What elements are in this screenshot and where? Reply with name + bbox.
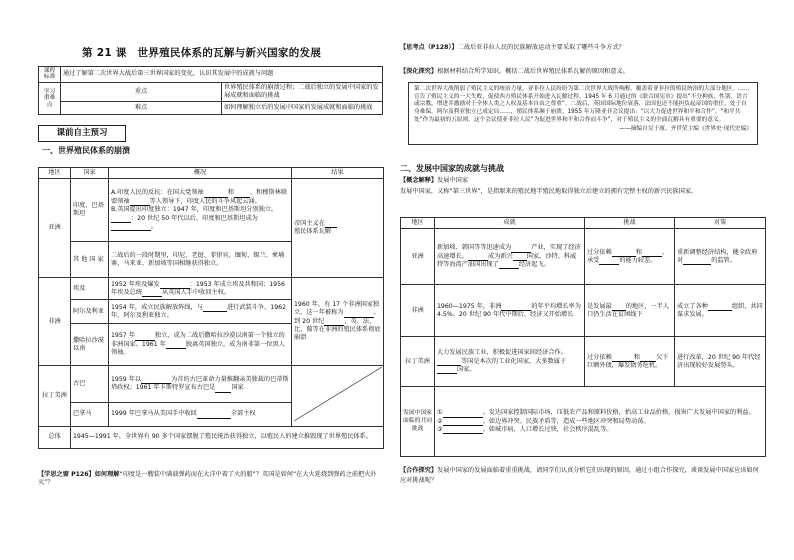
t2-africa-challenge	[585, 285, 675, 337]
india-a5: 等人领导下，印度人民的斗争风起云涌。	[149, 197, 261, 205]
asia-chal-a: 过分依赖	[587, 248, 612, 256]
t2-region-asia: 亚洲	[401, 229, 435, 285]
challenge-2-text: 。如边界冲突、民族矛盾等，造成一些地区冲突和局势动荡。	[482, 417, 650, 425]
q1-text: “印度是一艘装中满载弹药而在大洋中着了火的船”？英国是如何“在大火延烧到弹药之前把火扑灭”？	[38, 471, 377, 487]
developing-countries-table	[400, 217, 766, 457]
cuba-b: 为首的古巴革命力量推翻亲美独裁的巴蒂斯塔政权；1961 年卡斯特罗宣布古巴是	[111, 375, 289, 392]
latam-chal-a: 过分依赖	[587, 353, 612, 361]
standard-text: 通过了解第二次世界大战后第三世界国家的变化，认识其发展中的成就与问题	[61, 67, 383, 83]
africa-ach-c: 20 世纪 90 年代中期后，经济又开始增长	[458, 310, 574, 318]
africa-ach-a: 1960—1975 年，非洲	[437, 302, 502, 310]
country-panama: 巴拿马	[71, 403, 109, 427]
sahara-c: 脱离英国独立，成为南非第一位黑人领袖。	[111, 340, 285, 357]
t2-common-challenges-label: 发展中国家面临的共同挑战	[401, 387, 435, 457]
difficulty-label: 难点	[61, 102, 222, 115]
country-other: 其 他 国 家	[71, 242, 109, 278]
asia-ach-b: 产业，实现了经济高速增长。	[437, 244, 581, 260]
t2-asia-challenge	[585, 229, 675, 285]
overview-algeria	[109, 300, 292, 324]
t2-asia-achievement	[435, 229, 585, 285]
lesson-title: 第 21 课 世界殖民体系的瓦解与新兴国家的发展	[82, 47, 322, 59]
asia-ach-e: 成为新兴	[487, 252, 513, 260]
t2-region-latam: 拉丁美洲	[401, 337, 435, 387]
overview-panama	[109, 403, 292, 427]
diagonal-slash-icon	[294, 367, 382, 421]
country-cuba: 古巴	[71, 366, 109, 403]
africa-sol-a: 成立了各种	[677, 302, 708, 310]
t2-africa-measure	[675, 285, 766, 337]
thinking-question-1	[38, 471, 383, 488]
challenge-3-num: ③	[437, 426, 443, 434]
algeria-a: 1954 年，成立民族解放阵线，与	[111, 303, 203, 311]
section2-heading: 二、发展中国家的成就与挑战	[400, 164, 504, 173]
result-asia	[292, 179, 384, 278]
t2-common-challenges	[435, 387, 766, 457]
deep-label: 【深化探究】	[400, 68, 438, 75]
material-quote-box	[408, 82, 758, 145]
sahara-b: 独立，成为二战后撒哈拉沙漠以南第一个独立的非洲国家。1961 年	[111, 332, 285, 348]
col-result: 结果	[292, 168, 384, 179]
africa-chal-a: 是发展最	[587, 302, 612, 310]
region-africa: 非洲	[39, 278, 71, 366]
result-asia-a: 帝国主义在	[294, 220, 325, 227]
india-b: B.英国提出印度独立：1947 年，印度和巴基斯坦分别独立。	[111, 206, 278, 214]
africa-result-c: ，英、法、比、葡等在非洲的殖民体系彻底崩溃	[294, 317, 381, 342]
t2-region-africa: 非洲	[401, 285, 435, 337]
panama-a: 1999 年巴拿马从美国手中收回	[111, 410, 197, 418]
t2-col-measure: 对策	[675, 218, 766, 229]
quote-source: ——摘编自吴于廑、齐世荣主编《世界史·现代史编》	[619, 126, 752, 133]
t2-latam-achievement	[435, 337, 585, 387]
deep-inquiry	[400, 68, 765, 76]
colonial-collapse-table	[38, 167, 384, 449]
section1-heading: 一、世界殖民体系的崩溃	[42, 146, 130, 155]
challenge-2-num: ②	[437, 417, 443, 425]
africa-sol-b: 组织，共同谋求发展。	[677, 302, 763, 318]
region-asia: 亚洲	[39, 179, 71, 278]
pre-study-box: 课前自主预习	[38, 125, 126, 142]
asia-ach-c: 国家，沙特、科威特等海湾产油国出现了	[437, 252, 577, 269]
asia-ach-d: 经济起飞。	[518, 261, 550, 269]
thinking-point	[400, 44, 765, 52]
result-asia-b: 殖民体系瓦解	[294, 228, 332, 236]
challenge-3-text: 。如城市病，人口增长过快，社会秩序混乱等。	[482, 426, 613, 434]
coop-label: 【合作探究】	[400, 467, 438, 474]
country-egypt: 埃及	[71, 278, 109, 300]
cuba-a: 1959 年以	[111, 375, 142, 383]
overview-india	[109, 179, 292, 242]
key-text: 世界殖民体系的崩溃过程；二战后独立的发展中国家的发展成就和面临的挑战	[222, 82, 383, 102]
africa-result-a: 1960 年，有 17 个非洲国家独立，这一年被称为	[294, 300, 380, 317]
t2-africa-achievement	[435, 285, 585, 337]
challenge-1-text: 。发达国家控制国际市场，压低农产品和原料价格，抬高工业品价格，损害广大发展中国家的利益。	[482, 409, 755, 417]
concept-text: 发展中国家，又称“第三世界”，是指原来的殖民地半殖民地取得独立后建立的拥有完整主权的新兴民族国家。	[400, 188, 698, 195]
cuba-c: 国家	[231, 384, 244, 392]
sahara-a: 1957 年	[111, 332, 135, 340]
overview-sahara	[109, 324, 292, 366]
concept-label2: 发展中国家	[437, 177, 469, 184]
key-label: 重点	[61, 82, 222, 102]
asia-chal-d: 的能力较差。	[619, 256, 657, 264]
asia-sol-b: 的监管。	[711, 256, 736, 264]
india-b3: 。	[151, 222, 158, 230]
overview-cuba	[109, 366, 292, 403]
country-sahara: 撒哈拉沙漠以南	[71, 324, 109, 366]
india-b2: ：20 世纪 50 年代以后，印度和巴基斯坦成为	[131, 214, 258, 222]
result-africa	[292, 278, 384, 366]
col-overview: 概况	[109, 168, 292, 179]
coop-text: 发展中国家的发展面临着重重挑战，请同学们认真分析它们出现的原因，通过小组合作探究，谈谈发展中国家应该如何应对挑战呢？	[400, 467, 759, 484]
country-algeria: 阿尔及利亚	[71, 300, 109, 324]
col-region: 地区	[39, 168, 71, 179]
t2-latam-challenge	[585, 337, 675, 387]
t2-latam-measure: 进行改革，20 世纪 90 年代经济出现较好发展势头。	[675, 337, 766, 387]
latam-chal-b: 和	[633, 353, 640, 361]
panama-b: 全部主权	[230, 410, 256, 418]
q1-label: 【学思之窗 P126】如何理解	[38, 471, 120, 478]
egypt-c: 从英国人手中收回主权。	[161, 288, 230, 296]
egypt-b: ：1953 年成立埃及共和国；1956 年埃及总统	[111, 280, 285, 296]
overview-egypt	[109, 278, 292, 300]
africa-result-b: 。到 20 世纪	[294, 309, 380, 325]
t2-col-challenge: 挑战	[585, 218, 675, 229]
algeria-b: 进行武装斗争，1962 年，阿尔及利亚独立。	[111, 303, 287, 319]
india-a2: 和	[227, 189, 234, 197]
think-label: 【思考点（P128）】	[400, 44, 458, 51]
difficulty-text: 如何理解独立后的发展中国家的发展成就和面临的挑战	[222, 102, 383, 115]
concept-label: 【概念解释】	[400, 177, 438, 184]
concept-title	[400, 177, 468, 185]
africa-chal-b: 的地区，一半人口仍生活在贫困线下	[587, 302, 670, 318]
country-india: 印度、巴基斯坦	[71, 179, 109, 242]
objectives-table	[38, 66, 383, 115]
result-latam	[292, 366, 384, 426]
overview-other: 二战后的一段时期里，印尼、老挝、菲律宾、缅甸、锡兰、柬埔寨、马来亚、新加坡等国相继获得独立。	[109, 242, 292, 278]
t2-asia-measure	[675, 229, 766, 285]
t2-col-region: 地区	[401, 218, 435, 229]
india-a3: 、	[249, 189, 257, 197]
asia-sol-a: 重新调整经济结构，健全政府对	[677, 248, 758, 264]
asia-chal-c: 、承受	[587, 248, 669, 264]
cooperative-inquiry	[400, 466, 765, 485]
summary-text: 1945—1991 年，全世界有 90 多个国家摆脱了殖民统治获得独立，以殖民人的建立推毁现了世界殖民体系。	[71, 426, 384, 448]
africa-ach-b: 的年平均增长率为 4.5%。	[437, 302, 581, 318]
challenge-1-num: ①	[437, 409, 443, 417]
egypt-a: 1952 年埃及爆发	[111, 280, 160, 288]
asia-ach-a: 新加坡、韩国等等迅速成为	[437, 244, 512, 252]
region-latam: 拉丁美洲	[39, 366, 71, 426]
think-text: 二战后亚非拉人民的民族解放运动主要采取了哪些斗争方式？	[457, 44, 625, 51]
standard-label: 课程标准	[39, 67, 61, 83]
asia-chal-b: 和	[635, 248, 642, 256]
latam-ach-d: 等国是本次的工业化国家，大多数属于	[461, 357, 567, 365]
india-a: A.印度人民的反抗：在国大党领袖	[111, 189, 204, 197]
latam-ach-c: 国家。	[457, 366, 476, 374]
region-summary: 总体	[39, 426, 71, 448]
quote-text: 第二次世界大战削弱了殖民主义的统治力量，亚非拉人民纷纷为第二次世界大战所唤醒，覆盖着亚非拉的殖民统治的大部分地区。……宣告了殖民主义的一大失败，促使西方殖民体系开始进入瓦解过程。1945 年 6 月通过的《联合国宪章》提出“不分种族、性别、语言或宗教，增进并激励对于全体人类之人权及基本自由之尊重”。二战后，英国国际地位衰落，法国也还不能担负起帝国的重任，处于自身难保。阿尔及利亚独立已成定局……，殖民体系濒于崩溃。1955 年万隆亚非会议提出：“以大力促进世界和平和合作”。“和平共处”作为最初的五原则。这个会议使亚非拉人民“为促进世界和平和合作而斗争”，对于殖民主义的全面瓦解具有重要的意义。	[414, 86, 750, 123]
latam-ach-a: 大力发展民族工业，积极促进国家间经济合作。	[437, 349, 567, 357]
india-a4: 和穆斯林联盟领袖	[111, 189, 288, 205]
keypoint-group-label: 学习重难点	[39, 82, 61, 115]
deep-text: 根据材料结合所学知识，概括二战后世界殖民体系瓦解的原因和意义。	[437, 68, 629, 75]
t2-col-achievement: 成就	[435, 218, 585, 229]
latam-chal-c: 欠下巨额外债，爆发债务危机。	[587, 353, 669, 369]
col-country: 国家	[71, 168, 109, 179]
